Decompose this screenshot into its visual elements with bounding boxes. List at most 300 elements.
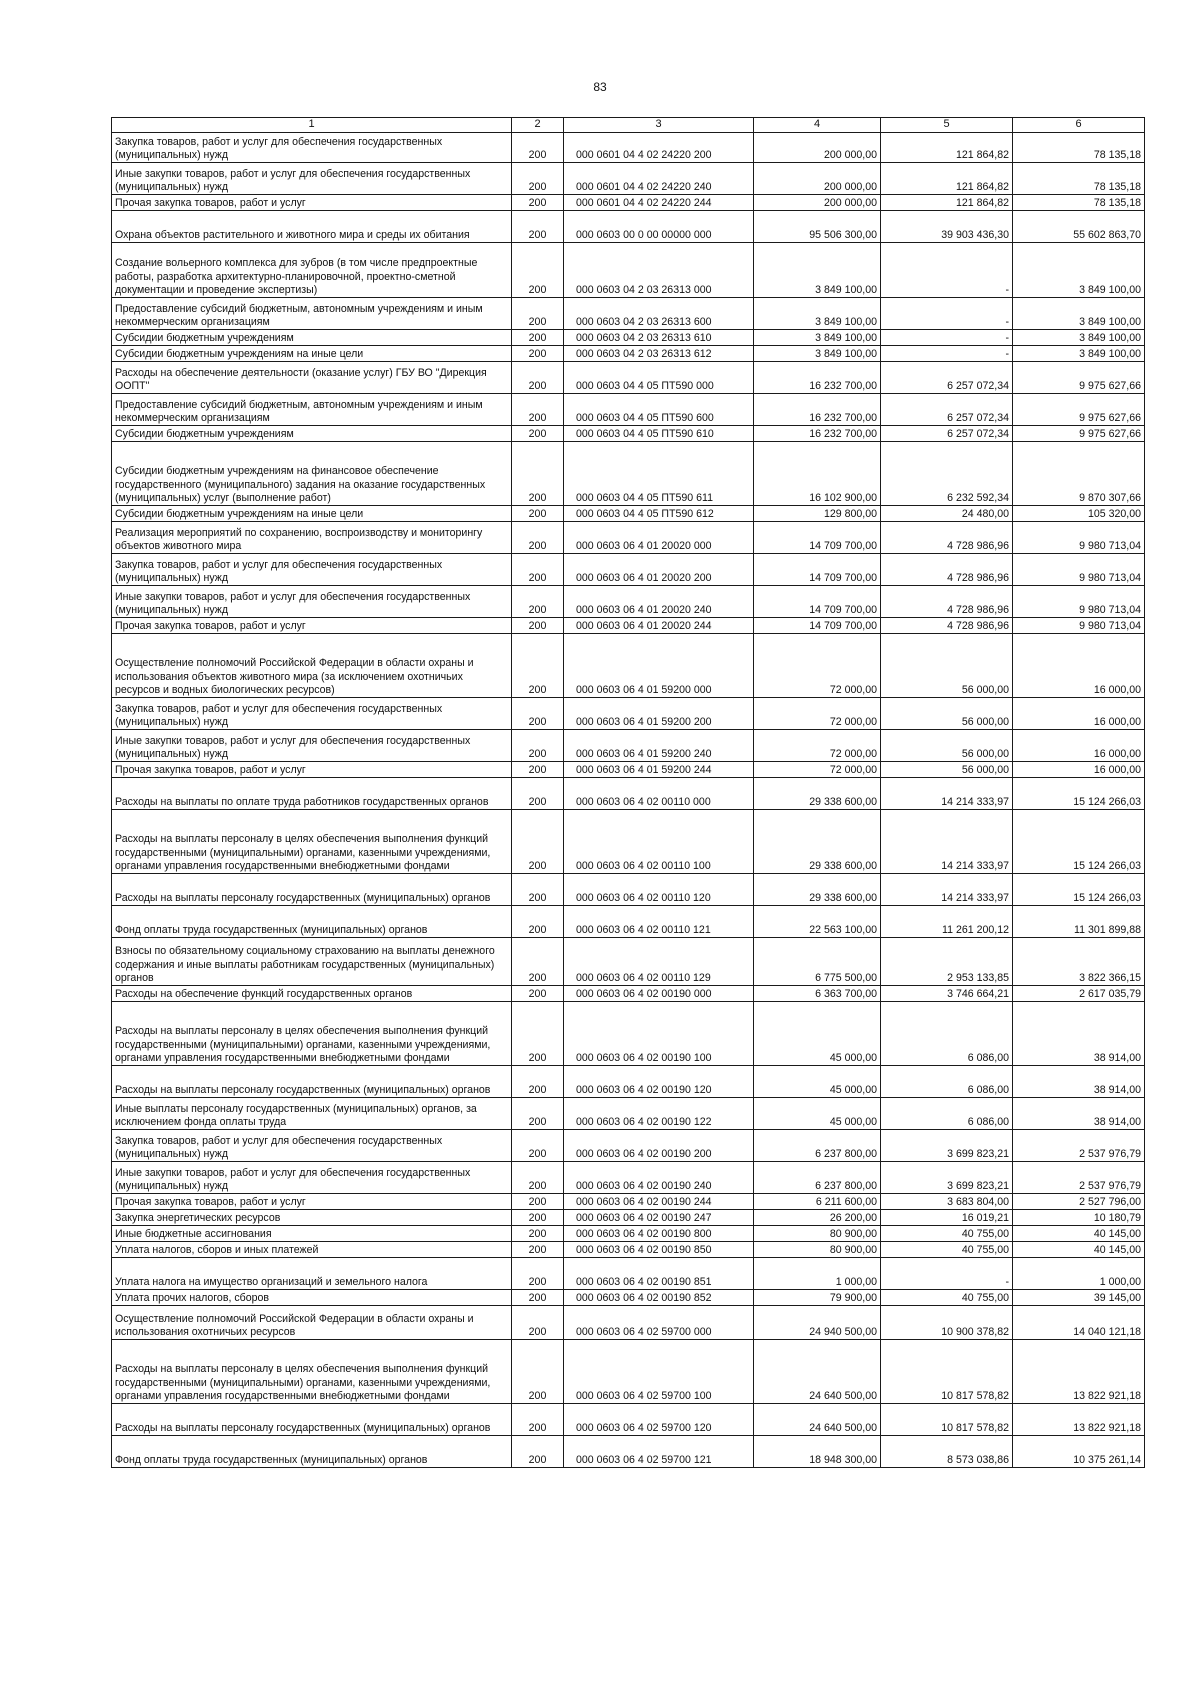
row-unexecuted-cell: 3 849 100,00 (1013, 330, 1145, 346)
table-row (112, 1226, 1145, 1242)
row-approved-cell: 80 900,00 (754, 1226, 881, 1242)
row-unexecuted-cell: 3 849 100,00 (1013, 243, 1145, 298)
row-unexecuted-cell: 2 537 976,79 (1013, 1130, 1145, 1162)
row-unexecuted-cell: 78 135,18 (1013, 195, 1145, 211)
row-code-cell: 200 (512, 1162, 564, 1194)
row-name-cell: Предоставление субсидий бюджетным, автономным учреждениям и иным некоммерческим организациям (112, 394, 512, 426)
column-header: 6 (1013, 118, 1145, 133)
row-name-cell: Предоставление субсидий бюджетным, автономным учреждениям и иным некоммерческим организациям (112, 298, 512, 330)
row-name-cell: Закупка энергетических ресурсов (112, 1210, 512, 1226)
table-row (112, 522, 1145, 554)
row-unexecuted-cell: 2 617 035,79 (1013, 986, 1145, 1002)
row-executed-cell: 4 728 986,96 (881, 522, 1013, 554)
table-row (112, 1290, 1145, 1306)
row-classifier-cell: 000 0603 04 2 03 26313 600 (564, 298, 754, 330)
table-row (112, 554, 1145, 586)
row-executed-cell: 56 000,00 (881, 730, 1013, 762)
row-approved-cell: 26 200,00 (754, 1210, 881, 1226)
row-approved-cell: 129 800,00 (754, 506, 881, 522)
row-classifier-cell: 000 0603 06 4 02 00190 200 (564, 1130, 754, 1162)
table-row (112, 874, 1145, 906)
row-name-cell: Субсидии бюджетным учреждениям (112, 330, 512, 346)
table-row (112, 195, 1145, 211)
row-unexecuted-cell: 1 000,00 (1013, 1258, 1145, 1290)
row-unexecuted-cell: 13 822 921,18 (1013, 1340, 1145, 1404)
row-code-cell: 200 (512, 810, 564, 874)
row-classifier-cell: 000 0603 06 4 02 00190 100 (564, 1002, 754, 1066)
row-unexecuted-cell: 14 040 121,18 (1013, 1306, 1145, 1340)
row-approved-cell: 6 363 700,00 (754, 986, 881, 1002)
row-approved-cell: 29 338 600,00 (754, 778, 881, 810)
row-code-cell: 200 (512, 243, 564, 298)
table-row (112, 762, 1145, 778)
row-code-cell: 200 (512, 778, 564, 810)
table-row (112, 1258, 1145, 1290)
row-executed-cell: 14 214 333,97 (881, 810, 1013, 874)
row-approved-cell: 6 237 800,00 (754, 1130, 881, 1162)
row-executed-cell: 10 817 578,82 (881, 1404, 1013, 1436)
row-code-cell: 200 (512, 394, 564, 426)
row-name-cell: Субсидии бюджетным учреждениям на иные цели (112, 346, 512, 362)
row-approved-cell: 95 506 300,00 (754, 211, 881, 243)
row-name-cell: Уплата налогов, сборов и иных платежей (112, 1242, 512, 1258)
row-approved-cell: 6 211 600,00 (754, 1194, 881, 1210)
row-code-cell: 200 (512, 195, 564, 211)
row-classifier-cell: 000 0603 06 4 02 00190 247 (564, 1210, 754, 1226)
row-name-cell: Расходы на обеспечение функций государственных органов (112, 986, 512, 1002)
row-code-cell: 200 (512, 618, 564, 634)
row-unexecuted-cell: 38 914,00 (1013, 1002, 1145, 1066)
row-unexecuted-cell: 78 135,18 (1013, 163, 1145, 195)
table-row (112, 778, 1145, 810)
row-classifier-cell: 000 0603 06 4 01 59200 000 (564, 634, 754, 698)
row-approved-cell: 16 232 700,00 (754, 426, 881, 442)
row-classifier-cell: 000 0603 06 4 02 00190 120 (564, 1066, 754, 1098)
row-name-cell: Взносы по обязательному социальному страхованию на выплаты денежного содержания и иные выплаты работникам государственных (муниципальных) органов (112, 938, 512, 986)
column-header: 1 (112, 118, 512, 133)
table-row (112, 1340, 1145, 1404)
row-name-cell: Закупка товаров, работ и услуг для обеспечения государственных (муниципальных) нужд (112, 698, 512, 730)
row-code-cell: 200 (512, 762, 564, 778)
row-name-cell: Иные закупки товаров, работ и услуг для обеспечения государственных (муниципальных) нужд (112, 730, 512, 762)
row-unexecuted-cell: 16 000,00 (1013, 634, 1145, 698)
row-executed-cell: 121 864,82 (881, 195, 1013, 211)
row-unexecuted-cell: 10 375 261,14 (1013, 1436, 1145, 1468)
row-name-cell: Расходы на выплаты персоналу в целях обеспечения выполнения функций государственными (муниципальными) органами, казенными учреждениями, органами управления государственными внебюджетными фондами (112, 1002, 512, 1066)
row-classifier-cell: 000 0601 04 4 02 24220 244 (564, 195, 754, 211)
row-executed-cell: 3 699 823,21 (881, 1130, 1013, 1162)
row-code-cell: 200 (512, 442, 564, 506)
row-approved-cell: 80 900,00 (754, 1242, 881, 1258)
row-unexecuted-cell: 15 124 266,03 (1013, 778, 1145, 810)
row-name-cell: Иные закупки товаров, работ и услуг для обеспечения государственных (муниципальных) нужд (112, 1162, 512, 1194)
row-executed-cell: 6 257 072,34 (881, 394, 1013, 426)
row-name-cell: Фонд оплаты труда государственных (муниципальных) органов (112, 1436, 512, 1468)
row-approved-cell: 3 849 100,00 (754, 346, 881, 362)
table-row (112, 586, 1145, 618)
row-name-cell: Иные выплаты персоналу государственных (муниципальных) органов, за исключением фонда оплаты труда (112, 1098, 512, 1130)
column-header: 3 (564, 118, 754, 133)
row-code-cell: 200 (512, 1066, 564, 1098)
row-approved-cell: 200 000,00 (754, 133, 881, 163)
row-classifier-cell: 000 0603 06 4 02 59700 120 (564, 1404, 754, 1436)
row-name-cell: Фонд оплаты труда государственных (муниципальных) органов (112, 906, 512, 938)
row-unexecuted-cell: 11 301 899,88 (1013, 906, 1145, 938)
row-executed-cell: 2 953 133,85 (881, 938, 1013, 986)
row-name-cell: Создание вольерного комплекса для зубров (в том числе предпроектные работы, разработка архитектурно-планировочной, проектно-сметной документации и проведение экспертизы) (112, 243, 512, 298)
row-unexecuted-cell: 105 320,00 (1013, 506, 1145, 522)
row-code-cell: 200 (512, 133, 564, 163)
row-name-cell: Расходы на выплаты персоналу в целях обеспечения выполнения функций государственными (муниципальными) органами, казенными учреждениями, органами управления государственными внебюджетными фондами (112, 810, 512, 874)
row-approved-cell: 18 948 300,00 (754, 1436, 881, 1468)
row-name-cell: Иные закупки товаров, работ и услуг для обеспечения государственных (муниципальных) нужд (112, 163, 512, 195)
row-approved-cell: 22 563 100,00 (754, 906, 881, 938)
row-classifier-cell: 000 0603 04 2 03 26313 612 (564, 346, 754, 362)
row-classifier-cell: 000 0603 04 2 03 26313 000 (564, 243, 754, 298)
row-code-cell: 200 (512, 211, 564, 243)
row-code-cell: 200 (512, 906, 564, 938)
row-approved-cell: 3 849 100,00 (754, 330, 881, 346)
table-row (112, 1130, 1145, 1162)
table-row (112, 362, 1145, 394)
row-name-cell: Осуществление полномочий Российской Федерации в области охраны и использования объектов животного мира (за исключением охотничьих ресурсов и водных биологических ресурсов) (112, 634, 512, 698)
table-row (112, 442, 1145, 506)
row-approved-cell: 200 000,00 (754, 195, 881, 211)
row-approved-cell: 72 000,00 (754, 698, 881, 730)
table-row (112, 906, 1145, 938)
table-row (112, 426, 1145, 442)
row-classifier-cell: 000 0603 06 4 02 00110 120 (564, 874, 754, 906)
row-executed-cell: 3 683 804,00 (881, 1194, 1013, 1210)
row-code-cell: 200 (512, 634, 564, 698)
row-code-cell: 200 (512, 586, 564, 618)
row-executed-cell: 4 728 986,96 (881, 618, 1013, 634)
row-name-cell: Охрана объектов растительного и животного мира и среды их обитания (112, 211, 512, 243)
table-row (112, 1194, 1145, 1210)
row-approved-cell: 24 640 500,00 (754, 1404, 881, 1436)
row-name-cell: Расходы на выплаты персоналу государственных (муниципальных) органов (112, 1404, 512, 1436)
row-name-cell: Прочая закупка товаров, работ и услуг (112, 1194, 512, 1210)
row-unexecuted-cell: 9 980 713,04 (1013, 554, 1145, 586)
row-unexecuted-cell: 9 975 627,66 (1013, 394, 1145, 426)
row-approved-cell: 14 709 700,00 (754, 522, 881, 554)
row-name-cell: Иные бюджетные ассигнования (112, 1226, 512, 1242)
row-approved-cell: 45 000,00 (754, 1066, 881, 1098)
row-executed-cell: 40 755,00 (881, 1242, 1013, 1258)
row-code-cell: 200 (512, 1098, 564, 1130)
row-unexecuted-cell: 9 975 627,66 (1013, 426, 1145, 442)
row-classifier-cell: 000 0603 04 4 05 ПТ590 000 (564, 362, 754, 394)
table-row (112, 810, 1145, 874)
row-unexecuted-cell: 16 000,00 (1013, 730, 1145, 762)
row-unexecuted-cell: 40 145,00 (1013, 1226, 1145, 1242)
row-code-cell: 200 (512, 362, 564, 394)
row-approved-cell: 16 232 700,00 (754, 394, 881, 426)
row-name-cell: Осуществление полномочий Российской Федерации в области охраны и использования охотничьих ресурсов (112, 1306, 512, 1340)
row-code-cell: 200 (512, 1258, 564, 1290)
row-executed-cell: 8 573 038,86 (881, 1436, 1013, 1468)
row-code-cell: 200 (512, 1194, 564, 1210)
row-executed-cell: 6 257 072,34 (881, 362, 1013, 394)
row-executed-cell: 121 864,82 (881, 163, 1013, 195)
table-row (112, 330, 1145, 346)
row-executed-cell: 40 755,00 (881, 1290, 1013, 1306)
row-name-cell: Расходы на выплаты персоналу государственных (муниципальных) органов (112, 1066, 512, 1098)
row-executed-cell: 11 261 200,12 (881, 906, 1013, 938)
row-classifier-cell: 000 0601 04 4 02 24220 200 (564, 133, 754, 163)
row-code-cell: 200 (512, 1210, 564, 1226)
row-executed-cell: 6 086,00 (881, 1098, 1013, 1130)
row-approved-cell: 14 709 700,00 (754, 586, 881, 618)
table-row (112, 1436, 1145, 1468)
table-row (112, 986, 1145, 1002)
table-row (112, 1002, 1145, 1066)
row-unexecuted-cell: 55 602 863,70 (1013, 211, 1145, 243)
table-row (112, 1210, 1145, 1226)
row-name-cell: Иные закупки товаров, работ и услуг для обеспечения государственных (муниципальных) нужд (112, 586, 512, 618)
row-name-cell: Закупка товаров, работ и услуг для обеспечения государственных (муниципальных) нужд (112, 554, 512, 586)
row-approved-cell: 3 849 100,00 (754, 243, 881, 298)
row-code-cell: 200 (512, 554, 564, 586)
row-executed-cell: 39 903 436,30 (881, 211, 1013, 243)
row-approved-cell: 14 709 700,00 (754, 618, 881, 634)
row-code-cell: 200 (512, 346, 564, 362)
row-approved-cell: 29 338 600,00 (754, 810, 881, 874)
row-code-cell: 200 (512, 163, 564, 195)
row-name-cell: Прочая закупка товаров, работ и услуг (112, 762, 512, 778)
row-name-cell: Субсидии бюджетным учреждениям на иные цели (112, 506, 512, 522)
row-code-cell: 200 (512, 1226, 564, 1242)
row-name-cell: Закупка товаров, работ и услуг для обеспечения государственных (муниципальных) нужд (112, 1130, 512, 1162)
row-unexecuted-cell: 3 849 100,00 (1013, 298, 1145, 330)
row-executed-cell: 121 864,82 (881, 133, 1013, 163)
row-name-cell: Реализация мероприятий по сохранению, воспроизводству и мониторингу объектов животного мира (112, 522, 512, 554)
table-row (112, 938, 1145, 986)
row-code-cell: 200 (512, 522, 564, 554)
table-row (112, 634, 1145, 698)
table-row (112, 1162, 1145, 1194)
page-number: 83 (593, 80, 607, 94)
row-classifier-cell: 000 0603 06 4 01 20020 244 (564, 618, 754, 634)
row-approved-cell: 29 338 600,00 (754, 874, 881, 906)
row-executed-cell: 6 257 072,34 (881, 426, 1013, 442)
row-name-cell: Субсидии бюджетным учреждениям (112, 426, 512, 442)
row-unexecuted-cell: 39 145,00 (1013, 1290, 1145, 1306)
table-row (112, 506, 1145, 522)
row-name-cell: Расходы на выплаты по оплате труда работников государственных органов (112, 778, 512, 810)
row-name-cell: Расходы на выплаты персоналу в целях обеспечения выполнения функций государственными (муниципальными) органами, казенными учреждениями, органами управления государственными внебюджетными фондами (112, 1340, 512, 1404)
row-approved-cell: 6 237 800,00 (754, 1162, 881, 1194)
row-name-cell: Расходы на выплаты персоналу государственных (муниципальных) органов (112, 874, 512, 906)
table-row (112, 1306, 1145, 1340)
table-row (112, 1098, 1145, 1130)
row-approved-cell: 14 709 700,00 (754, 554, 881, 586)
row-executed-cell: 14 214 333,97 (881, 874, 1013, 906)
row-classifier-cell: 000 0603 06 4 01 59200 200 (564, 698, 754, 730)
row-code-cell: 200 (512, 698, 564, 730)
row-approved-cell: 24 640 500,00 (754, 1340, 881, 1404)
row-classifier-cell: 000 0603 06 4 02 00110 121 (564, 906, 754, 938)
row-approved-cell: 24 940 500,00 (754, 1306, 881, 1340)
row-approved-cell: 1 000,00 (754, 1258, 881, 1290)
row-classifier-cell: 000 0603 06 4 02 00190 800 (564, 1226, 754, 1242)
row-unexecuted-cell: 13 822 921,18 (1013, 1404, 1145, 1436)
row-name-cell: Уплата налога на имущество организаций и земельного налога (112, 1258, 512, 1290)
table-header-row (112, 118, 1145, 133)
row-executed-cell: 4 728 986,96 (881, 554, 1013, 586)
row-executed-cell: 16 019,21 (881, 1210, 1013, 1226)
row-classifier-cell: 000 0601 04 4 02 24220 240 (564, 163, 754, 195)
row-classifier-cell: 000 0603 06 4 02 00110 129 (564, 938, 754, 986)
row-approved-cell: 200 000,00 (754, 163, 881, 195)
row-unexecuted-cell: 38 914,00 (1013, 1066, 1145, 1098)
row-classifier-cell: 000 0603 06 4 02 00190 852 (564, 1290, 754, 1306)
row-classifier-cell: 000 0603 04 4 05 ПТ590 611 (564, 442, 754, 506)
column-header: 4 (754, 118, 881, 133)
row-classifier-cell: 000 0603 06 4 02 59700 000 (564, 1306, 754, 1340)
row-approved-cell: 6 775 500,00 (754, 938, 881, 986)
row-unexecuted-cell: 9 870 307,66 (1013, 442, 1145, 506)
row-approved-cell: 45 000,00 (754, 1098, 881, 1130)
row-classifier-cell: 000 0603 06 4 01 59200 240 (564, 730, 754, 762)
row-executed-cell: 4 728 986,96 (881, 586, 1013, 618)
row-code-cell: 200 (512, 1436, 564, 1468)
row-executed-cell: - (881, 298, 1013, 330)
row-unexecuted-cell: 78 135,18 (1013, 133, 1145, 163)
row-classifier-cell: 000 0603 04 4 05 ПТ590 600 (564, 394, 754, 426)
table-row (112, 730, 1145, 762)
row-approved-cell: 72 000,00 (754, 634, 881, 698)
row-approved-cell: 72 000,00 (754, 730, 881, 762)
row-executed-cell: - (881, 346, 1013, 362)
row-code-cell: 200 (512, 1340, 564, 1404)
row-executed-cell: - (881, 243, 1013, 298)
row-classifier-cell: 000 0603 04 2 03 26313 610 (564, 330, 754, 346)
row-executed-cell: 40 755,00 (881, 1226, 1013, 1242)
row-executed-cell: 6 086,00 (881, 1002, 1013, 1066)
table-row (112, 133, 1145, 163)
row-code-cell: 200 (512, 986, 564, 1002)
row-unexecuted-cell: 16 000,00 (1013, 698, 1145, 730)
row-executed-cell: 56 000,00 (881, 698, 1013, 730)
row-code-cell: 200 (512, 1242, 564, 1258)
table-row (112, 698, 1145, 730)
row-unexecuted-cell: 3 822 366,15 (1013, 938, 1145, 986)
row-approved-cell: 3 849 100,00 (754, 298, 881, 330)
row-classifier-cell: 000 0603 06 4 02 00110 100 (564, 810, 754, 874)
row-approved-cell: 45 000,00 (754, 1002, 881, 1066)
row-name-cell: Прочая закупка товаров, работ и услуг (112, 195, 512, 211)
row-classifier-cell: 000 0603 06 4 01 20020 000 (564, 522, 754, 554)
row-unexecuted-cell: 9 980 713,04 (1013, 618, 1145, 634)
row-unexecuted-cell: 2 537 976,79 (1013, 1162, 1145, 1194)
row-name-cell: Прочая закупка товаров, работ и услуг (112, 618, 512, 634)
row-unexecuted-cell: 15 124 266,03 (1013, 874, 1145, 906)
row-code-cell: 200 (512, 1002, 564, 1066)
row-approved-cell: 72 000,00 (754, 762, 881, 778)
row-name-cell: Уплата прочих налогов, сборов (112, 1290, 512, 1306)
row-classifier-cell: 000 0603 06 4 01 20020 200 (564, 554, 754, 586)
row-classifier-cell: 000 0603 06 4 02 00110 000 (564, 778, 754, 810)
row-unexecuted-cell: 40 145,00 (1013, 1242, 1145, 1258)
row-code-cell: 200 (512, 1130, 564, 1162)
row-executed-cell: 6 086,00 (881, 1066, 1013, 1098)
row-unexecuted-cell: 2 527 796,00 (1013, 1194, 1145, 1210)
row-executed-cell: 10 900 378,82 (881, 1306, 1013, 1340)
row-code-cell: 200 (512, 874, 564, 906)
row-unexecuted-cell: 9 980 713,04 (1013, 586, 1145, 618)
row-executed-cell: 3 699 823,21 (881, 1162, 1013, 1194)
table-row (112, 618, 1145, 634)
row-classifier-cell: 000 0603 06 4 02 00190 850 (564, 1242, 754, 1258)
row-classifier-cell: 000 0603 06 4 02 00190 000 (564, 986, 754, 1002)
column-header: 2 (512, 118, 564, 133)
row-classifier-cell: 000 0603 06 4 01 59200 244 (564, 762, 754, 778)
table-row (112, 394, 1145, 426)
table-row (112, 1066, 1145, 1098)
budget-execution-table (111, 117, 1145, 1468)
row-executed-cell: 3 746 664,21 (881, 986, 1013, 1002)
row-unexecuted-cell: 16 000,00 (1013, 762, 1145, 778)
row-classifier-cell: 000 0603 06 4 02 00190 240 (564, 1162, 754, 1194)
row-unexecuted-cell: 38 914,00 (1013, 1098, 1145, 1130)
row-classifier-cell: 000 0603 04 4 05 ПТ590 612 (564, 506, 754, 522)
row-executed-cell: 24 480,00 (881, 506, 1013, 522)
row-approved-cell: 16 102 900,00 (754, 442, 881, 506)
table-row (112, 243, 1145, 298)
row-classifier-cell: 000 0603 06 4 02 00190 122 (564, 1098, 754, 1130)
row-code-cell: 200 (512, 330, 564, 346)
row-code-cell: 200 (512, 1306, 564, 1340)
table-row (112, 211, 1145, 243)
row-approved-cell: 16 232 700,00 (754, 362, 881, 394)
row-name-cell: Расходы на обеспечение деятельности (оказание услуг) ГБУ ВО "Дирекция ООПТ" (112, 362, 512, 394)
row-unexecuted-cell: 3 849 100,00 (1013, 346, 1145, 362)
row-classifier-cell: 000 0603 06 4 02 00190 244 (564, 1194, 754, 1210)
row-code-cell: 200 (512, 1404, 564, 1436)
row-executed-cell: 56 000,00 (881, 762, 1013, 778)
row-executed-cell: - (881, 1258, 1013, 1290)
row-code-cell: 200 (512, 938, 564, 986)
row-unexecuted-cell: 10 180,79 (1013, 1210, 1145, 1226)
row-unexecuted-cell: 9 975 627,66 (1013, 362, 1145, 394)
row-executed-cell: - (881, 330, 1013, 346)
table-row (112, 163, 1145, 195)
row-code-cell: 200 (512, 1290, 564, 1306)
row-classifier-cell: 000 0603 06 4 02 00190 851 (564, 1258, 754, 1290)
row-name-cell: Закупка товаров, работ и услуг для обеспечения государственных (муниципальных) нужд (112, 133, 512, 163)
table-row (112, 1242, 1145, 1258)
row-code-cell: 200 (512, 426, 564, 442)
row-approved-cell: 79 900,00 (754, 1290, 881, 1306)
row-classifier-cell: 000 0603 04 4 05 ПТ590 610 (564, 426, 754, 442)
row-classifier-cell: 000 0603 06 4 01 20020 240 (564, 586, 754, 618)
row-classifier-cell: 000 0603 06 4 02 59700 121 (564, 1436, 754, 1468)
table-row (112, 1404, 1145, 1436)
table-row (112, 298, 1145, 330)
row-code-cell: 200 (512, 298, 564, 330)
row-code-cell: 200 (512, 730, 564, 762)
row-unexecuted-cell: 15 124 266,03 (1013, 810, 1145, 874)
row-classifier-cell: 000 0603 00 0 00 00000 000 (564, 211, 754, 243)
row-executed-cell: 10 817 578,82 (881, 1340, 1013, 1404)
row-name-cell: Субсидии бюджетным учреждениям на финансовое обеспечение государственного (муниципального) задания на оказание государственных (муниципальных) услуг (выполнение работ) (112, 442, 512, 506)
row-executed-cell: 56 000,00 (881, 634, 1013, 698)
column-header: 5 (881, 118, 1013, 133)
row-executed-cell: 14 214 333,97 (881, 778, 1013, 810)
row-classifier-cell: 000 0603 06 4 02 59700 100 (564, 1340, 754, 1404)
table-row (112, 346, 1145, 362)
